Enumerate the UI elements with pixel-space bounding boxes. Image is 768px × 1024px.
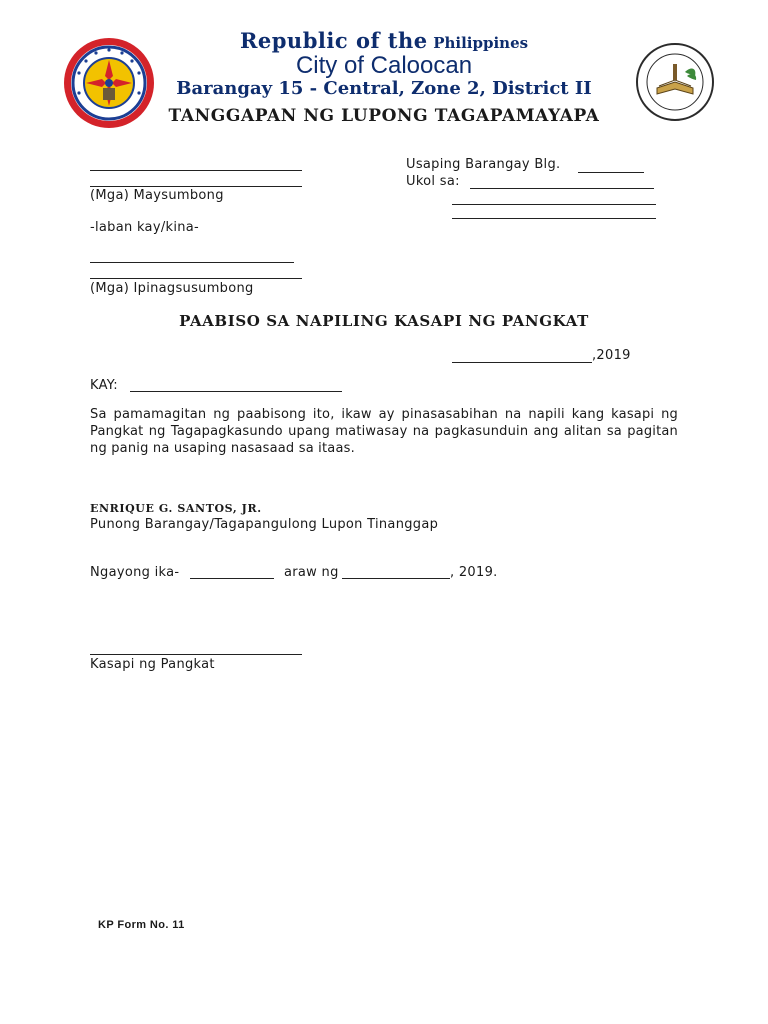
- city-name: City of Caloocan: [295, 52, 473, 79]
- case-no-field[interactable]: [578, 172, 644, 173]
- signatory-title: Punong Barangay/Tagapangulong Lupon Tinanggap: [90, 517, 439, 532]
- office-title: TANGGAPAN NG LUPONG TAGAPAMAYAPA: [168, 106, 600, 126]
- respondent-line-2[interactable]: [90, 278, 302, 279]
- recipient-field[interactable]: [130, 391, 342, 392]
- subject-line-1[interactable]: [470, 188, 654, 189]
- country-small: Philippines: [433, 34, 529, 52]
- complainant-line-2[interactable]: [90, 186, 302, 187]
- case-no-label: Usaping Barangay Blg.: [406, 157, 561, 172]
- complainants-label: (Mga) Maysumbong: [90, 188, 224, 203]
- barangay-name: Barangay 15 - Central, Zone 2, District II: [176, 78, 592, 99]
- versus-label: -laban kay/kina-: [90, 220, 200, 235]
- date-field[interactable]: [452, 362, 592, 363]
- respondent-line-1[interactable]: [90, 262, 294, 263]
- respondents-label: (Mga) Ipinagsusumbong: [90, 281, 254, 296]
- notice-body: Sa pamamagitan ng paabisong ito, ikaw ay pinasasabihan na napili kang kasapi ng Pangkat ng Tagapagkasundo upang matiwasay na pagkasunduin ang alitan sa pagitan ng panig na usaping nasasaad sa itaas.: [90, 407, 678, 456]
- ack-mid: araw ng: [284, 565, 339, 580]
- subject-label: Ukol sa:: [406, 174, 460, 189]
- ack-suffix: , 2019.: [450, 565, 498, 580]
- form-number: KP Form No. 11: [98, 919, 185, 931]
- country-big: Republic of the: [239, 28, 428, 53]
- to-label: KAY:: [90, 378, 118, 393]
- subject-line-3[interactable]: [452, 218, 656, 219]
- notice-title: PAABISO SA NAPILING KASAPI NG PANGKAT: [179, 312, 589, 330]
- complainant-line-1[interactable]: [90, 170, 302, 171]
- member-signature-line[interactable]: [90, 654, 302, 655]
- subject-line-2[interactable]: [452, 204, 656, 205]
- signatory-name: ENRIQUE G. SANTOS, JR.: [90, 502, 262, 515]
- month-field[interactable]: [342, 578, 450, 579]
- date-year: ,2019: [592, 348, 631, 363]
- member-label: Kasapi ng Pangkat: [90, 657, 215, 672]
- day-field[interactable]: [190, 578, 274, 579]
- ack-prefix: Ngayong ika-: [90, 565, 180, 580]
